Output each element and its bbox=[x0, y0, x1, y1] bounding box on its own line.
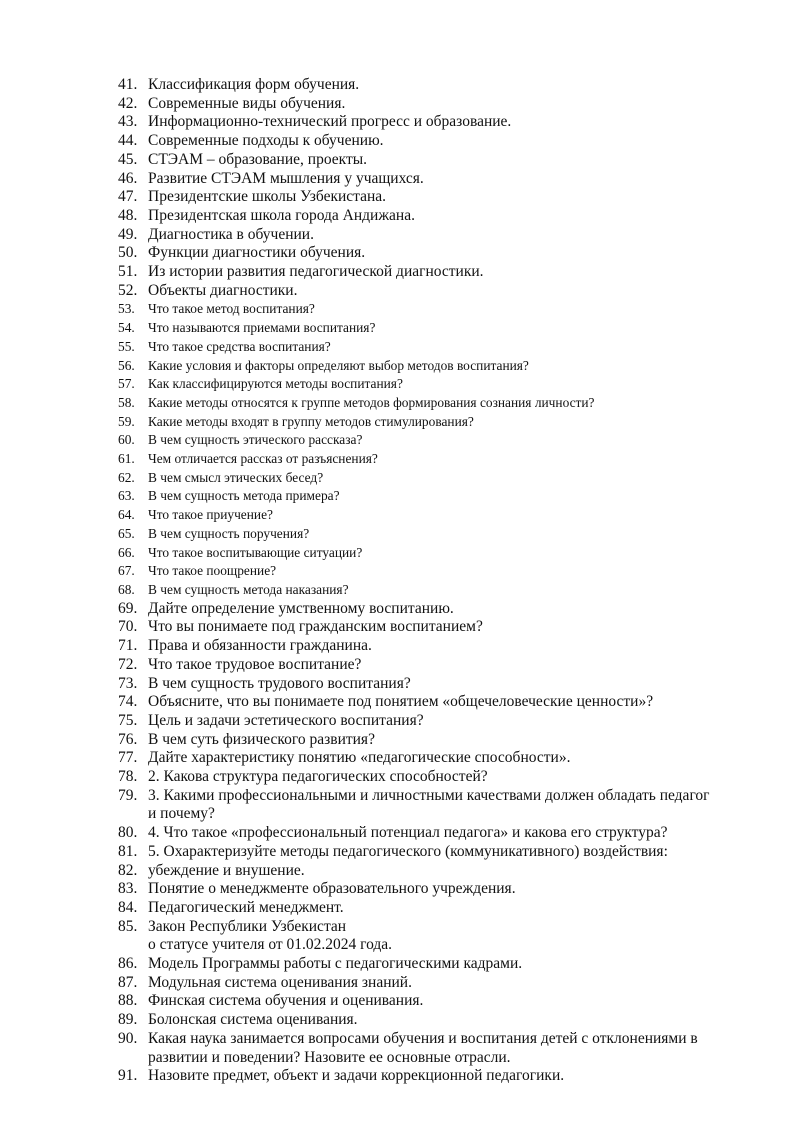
item-text: 4. Что такое «профессиональный потенциал педагога» и какова его структура? bbox=[148, 824, 668, 842]
item-number: 53. bbox=[118, 301, 135, 317]
item-number: 69. bbox=[118, 599, 138, 617]
item-number: 42. bbox=[118, 94, 138, 112]
item-number: 50. bbox=[118, 244, 138, 262]
list-item bbox=[118, 394, 740, 413]
item-text: Информационно-технический прогресс и образование. bbox=[148, 113, 512, 131]
item-number: 54. bbox=[118, 320, 135, 336]
item-text: В чем сущность этического рассказа? bbox=[148, 432, 363, 448]
list-item bbox=[118, 581, 740, 600]
item-number: 62. bbox=[118, 469, 135, 485]
item-text: Какие методы входят в группу методов стимулирования? bbox=[148, 413, 474, 429]
item-number: 56. bbox=[118, 357, 135, 373]
item-number: 63. bbox=[118, 488, 135, 504]
item-text: 5. Охарактеризуйте методы педагогического (коммуникативного) воздействия: bbox=[148, 842, 668, 860]
list-item bbox=[118, 544, 740, 563]
list-item bbox=[118, 226, 740, 245]
item-number: 81. bbox=[118, 842, 138, 860]
item-number: 86. bbox=[118, 955, 138, 973]
list-item bbox=[118, 282, 740, 301]
item-text: Что такое приучение? bbox=[148, 507, 273, 523]
item-text: Что такое поощрение? bbox=[148, 563, 277, 579]
list-item bbox=[118, 76, 740, 95]
list-item bbox=[118, 338, 740, 357]
item-text: Что вы понимаете под гражданским воспитанием? bbox=[148, 618, 483, 636]
list-item bbox=[118, 1011, 740, 1030]
item-text: Объекты диагностики. bbox=[148, 281, 298, 299]
item-number: 76. bbox=[118, 730, 138, 748]
item-number: 90. bbox=[118, 1029, 138, 1047]
item-number: 78. bbox=[118, 768, 138, 786]
item-text: Дайте характеристику понятию «педагогические способности». bbox=[148, 749, 571, 767]
item-number: 82. bbox=[118, 861, 138, 879]
item-text: Развитие СТЭАМ мышления у учащихся. bbox=[148, 169, 424, 187]
list-item bbox=[118, 413, 740, 432]
item-text: Болонская система оценивания. bbox=[148, 1011, 358, 1029]
list-item bbox=[118, 506, 740, 525]
item-text: Модульная система оценивания знаний. bbox=[148, 973, 412, 991]
item-number: 74. bbox=[118, 693, 138, 711]
item-text: Права и обязанности гражданина. bbox=[148, 637, 372, 655]
item-number: 71. bbox=[118, 637, 138, 655]
item-text: Дайте определение умственному воспитанию. bbox=[148, 599, 454, 617]
list-item bbox=[118, 675, 740, 694]
item-text: В чем сущность трудового воспитания? bbox=[148, 674, 411, 692]
list-item bbox=[118, 992, 740, 1011]
item-text: Какие методы относятся к группе методов формирования сознания личности? bbox=[148, 394, 595, 410]
item-number: 68. bbox=[118, 581, 135, 597]
item-number: 59. bbox=[118, 413, 135, 429]
item-text: В чем сущность метода наказания? bbox=[148, 581, 349, 597]
item-text-continued: и почему? bbox=[148, 805, 215, 823]
item-number: 65. bbox=[118, 525, 135, 541]
list-item bbox=[118, 244, 740, 263]
item-number: 72. bbox=[118, 655, 138, 673]
item-text: Какая наука занимается вопросами обучения и воспитания детей с отклонениями в bbox=[148, 1029, 698, 1047]
list-item bbox=[118, 469, 740, 488]
item-text: Президентские школы Узбекистана. bbox=[148, 188, 387, 206]
list-item bbox=[118, 132, 740, 151]
item-text: В чем сущность поручения? bbox=[148, 525, 310, 541]
item-number: 57. bbox=[118, 376, 135, 392]
item-number: 47. bbox=[118, 188, 138, 206]
item-text: Что такое трудовое воспитание? bbox=[148, 655, 362, 673]
list-item bbox=[118, 450, 740, 469]
item-number: 70. bbox=[118, 618, 138, 636]
item-number: 85. bbox=[118, 917, 138, 935]
list-item bbox=[118, 749, 740, 768]
item-number: 52. bbox=[118, 281, 138, 299]
list-item bbox=[118, 955, 740, 974]
item-text: Современные виды обучения. bbox=[148, 94, 346, 112]
list-item bbox=[118, 899, 740, 918]
item-text: Классификация форм обучения. bbox=[148, 76, 360, 93]
item-text: Понятие о менеджменте образовательного учреждения. bbox=[148, 880, 516, 898]
item-number: 43. bbox=[118, 113, 138, 131]
item-text: Диагностика в обучении. bbox=[148, 225, 314, 243]
list-item bbox=[118, 487, 740, 506]
item-number: 55. bbox=[118, 338, 135, 354]
list-item bbox=[118, 768, 740, 787]
item-number: 58. bbox=[118, 394, 135, 410]
list-item bbox=[118, 375, 740, 394]
list-item bbox=[118, 731, 740, 750]
list-item bbox=[118, 1030, 740, 1067]
list-item bbox=[118, 843, 740, 862]
item-number: 77. bbox=[118, 749, 138, 767]
item-text: Чем отличается рассказ от разъяснения? bbox=[148, 451, 378, 467]
list-item bbox=[118, 656, 740, 675]
item-text: Что такое средства воспитания? bbox=[148, 338, 331, 354]
list-item bbox=[118, 431, 740, 450]
list-item bbox=[118, 263, 740, 282]
list-item bbox=[118, 618, 740, 637]
item-text: Цель и задачи эстетического воспитания? bbox=[148, 711, 424, 729]
item-number: 88. bbox=[118, 992, 138, 1010]
item-text: Современные подходы к обучению. bbox=[148, 132, 384, 150]
list-item bbox=[118, 974, 740, 993]
item-text: В чем смысл этических бесед? bbox=[148, 469, 324, 485]
list-item bbox=[118, 1067, 740, 1086]
item-number: 61. bbox=[118, 451, 135, 467]
list-item bbox=[118, 787, 734, 824]
item-text-continued: о статусе учителя от 01.02.2024 года. bbox=[148, 936, 393, 954]
item-text: Какие условия и факторы определяют выбор методов воспитания? bbox=[148, 357, 529, 373]
item-text: Назовите предмет, объект и задачи коррекционной педагогики. bbox=[148, 1067, 565, 1085]
item-number: 83. bbox=[118, 880, 138, 898]
list-item bbox=[118, 113, 740, 132]
item-text: Из истории развития педагогической диагностики. bbox=[148, 263, 484, 281]
list-item bbox=[118, 693, 740, 712]
list-item bbox=[118, 188, 740, 207]
list-item bbox=[118, 712, 740, 731]
item-text: Что называются приемами воспитания? bbox=[148, 320, 376, 336]
item-number: 41. bbox=[118, 76, 138, 93]
item-number: 48. bbox=[118, 206, 138, 224]
item-text-continued: развитии и поведении? Назовите ее основные отрасли. bbox=[148, 1048, 511, 1066]
item-text: Объясните, что вы понимаете под понятием «общечеловеческие ценности»? bbox=[148, 693, 654, 711]
item-text: Что такое воспитывающие ситуации? bbox=[148, 544, 363, 560]
question-list bbox=[118, 76, 740, 1086]
item-number: 79. bbox=[118, 786, 138, 804]
list-item bbox=[118, 562, 740, 581]
item-text: В чем суть физического развития? bbox=[148, 730, 375, 748]
list-item bbox=[118, 207, 740, 226]
item-number: 80. bbox=[118, 824, 138, 842]
item-number: 64. bbox=[118, 507, 135, 523]
item-number: 46. bbox=[118, 169, 138, 187]
item-number: 91. bbox=[118, 1067, 138, 1085]
list-item bbox=[118, 880, 740, 899]
item-number: 67. bbox=[118, 563, 135, 579]
list-item bbox=[118, 300, 740, 319]
item-text: убеждение и внушение. bbox=[148, 861, 305, 879]
list-item bbox=[118, 862, 740, 881]
item-number: 87. bbox=[118, 973, 138, 991]
list-item bbox=[118, 525, 740, 544]
list-item bbox=[118, 824, 740, 843]
item-number: 73. bbox=[118, 674, 138, 692]
list-item bbox=[118, 357, 740, 376]
item-number: 66. bbox=[118, 544, 135, 560]
item-number: 84. bbox=[118, 898, 138, 916]
item-number: 45. bbox=[118, 150, 138, 168]
list-item bbox=[118, 600, 740, 619]
item-text: Функции диагностики обучения. bbox=[148, 244, 366, 262]
item-text: 3. Какими профессиональными и личностными качествами должен обладать педагог bbox=[148, 786, 710, 804]
item-text: Модель Программы работы с педагогическими кадрами. bbox=[148, 955, 523, 973]
item-text: Как классифицируются методы воспитания? bbox=[148, 376, 403, 392]
item-number: 75. bbox=[118, 711, 138, 729]
item-text: Президентская школа города Андижана. bbox=[148, 206, 415, 224]
item-text: Педагогический менеджмент. bbox=[148, 898, 344, 916]
item-number: 51. bbox=[118, 263, 138, 281]
item-number: 44. bbox=[118, 132, 138, 150]
item-text: Финская система обучения и оценивания. bbox=[148, 992, 424, 1010]
item-text: Что такое метод воспитания? bbox=[148, 301, 315, 317]
list-item bbox=[118, 95, 740, 114]
item-text: СТЭАМ – образование, проекты. bbox=[148, 150, 368, 168]
item-text: В чем сущность метода примера? bbox=[148, 488, 340, 504]
item-number: 89. bbox=[118, 1011, 138, 1029]
list-item bbox=[118, 151, 740, 170]
item-text: 2. Какова структура педагогических способностей? bbox=[148, 768, 488, 786]
item-number: 60. bbox=[118, 432, 135, 448]
list-item bbox=[118, 637, 740, 656]
item-text: Закон Республики Узбекистан bbox=[148, 917, 347, 935]
list-item bbox=[118, 918, 740, 955]
list-item bbox=[118, 170, 740, 189]
item-number: 49. bbox=[118, 225, 138, 243]
list-item bbox=[118, 319, 740, 338]
